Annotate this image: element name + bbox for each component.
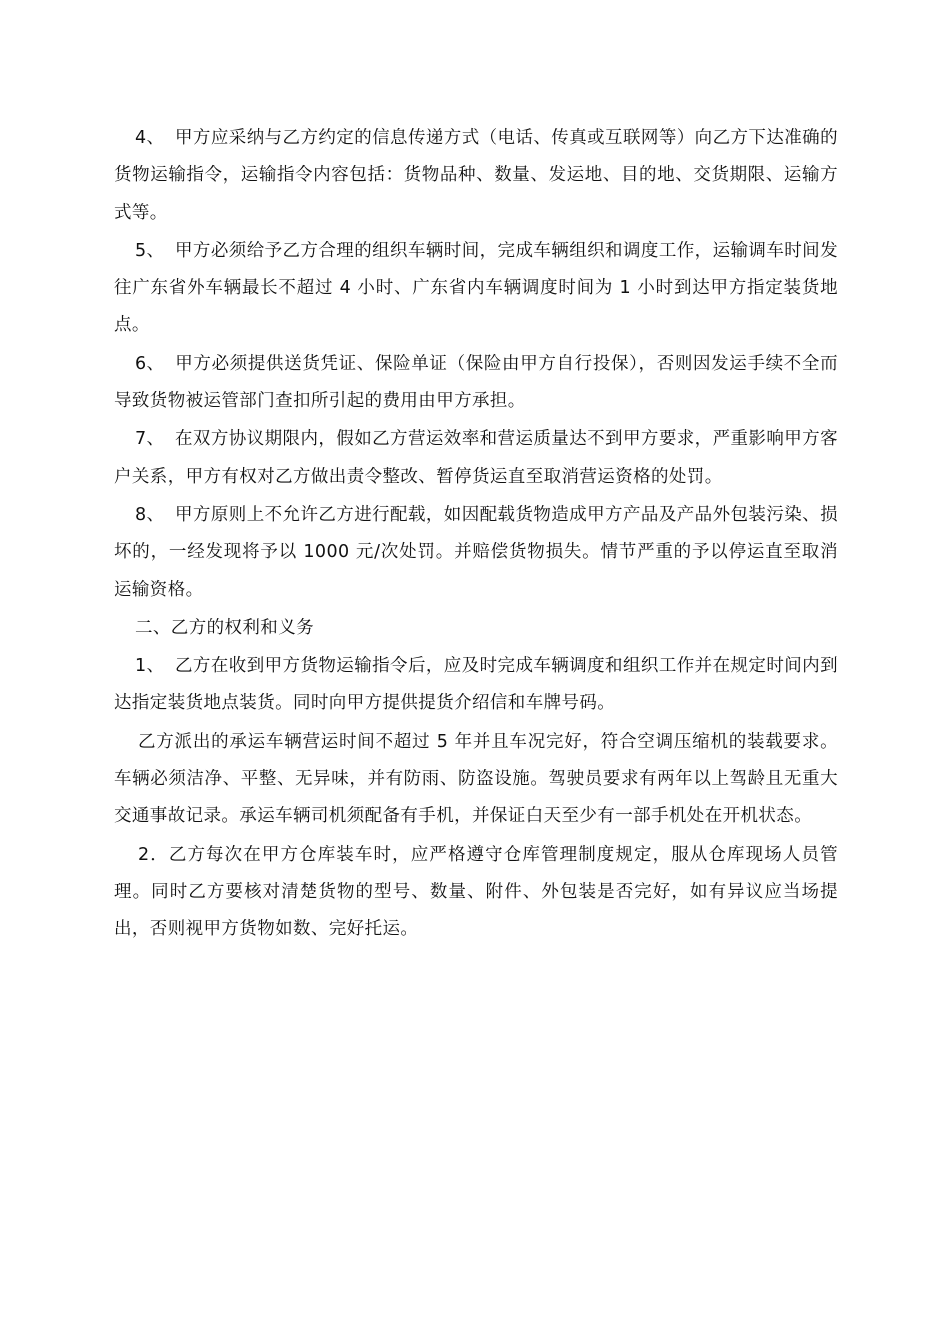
clause-4-paragraph xyxy=(114,120,838,232)
clause-number: 4、 xyxy=(135,128,165,148)
clause-text: 在双方协议期限内，假如乙方营运效率和营运质量达不到甲方要求，严重影响甲方客户关系，甲方有权对乙方做出责令整改、暂停货运直至取消营运资格的处罚。 xyxy=(114,429,838,487)
clause-text: 甲方必须提供送货凭证、保险单证（保险由甲方自行投保），否则因发运手续不全而导致货物被运管部门查扣所引起的费用由甲方承担。 xyxy=(114,353,838,412)
section-clause-2-paragraph xyxy=(114,837,838,949)
clause-7-paragraph xyxy=(114,421,838,496)
clause-number: 8、 xyxy=(135,504,165,525)
clause-number: 5、 xyxy=(135,240,165,261)
clause-text: 甲方必须给予乙方合理的组织车辆时间，完成车辆组织和调度工作，运输调车时间发往广东省外车辆最长不超过 4 小时、广东省内车辆调度时间为 1 小时到达甲方指定装货地点。 xyxy=(114,240,838,336)
section-heading: 二、乙方的权利和义务 xyxy=(135,617,314,638)
clause-number: 7、 xyxy=(135,429,165,450)
clause-text: 甲方应采纳与乙方约定的信息传递方式（电话、传真或互联网等）向乙方下达准确的货物运输指令，运输指令内容包括：货物品种、数量、发运地、目的地、交货期限、运输方式等。 xyxy=(114,128,838,223)
clause-number: 1、 xyxy=(135,656,165,677)
clause-6-paragraph xyxy=(114,346,838,421)
clause-text: 乙方在收到甲方货物运输指令后，应及时完成车辆调度和组织工作并在规定时间内到达指定装货地点装货。同时向甲方提供提货介绍信和车牌号码。 xyxy=(114,656,838,714)
clause-text: 2．乙方每次在甲方仓库装车时，应严格遵守仓库管理制度规定，服从仓库现场人员管理。同时乙方要核对清楚货物的型号、数量、附件、外包装是否完好，如有异议应当场提出，否则视甲方货物如数、完好托运。 xyxy=(114,844,838,940)
clause-5-paragraph xyxy=(114,233,838,345)
document-body xyxy=(114,120,838,950)
clause-8-paragraph xyxy=(114,497,838,609)
section-clause-1-paragraph xyxy=(114,648,838,723)
clause-text: 乙方派出的承运车辆营运时间不超过 5 年并且车况完好，符合空调压缩机的装载要求。车辆必须洁净、平整、无异味，并有防雨、防盗设施。驾驶员要求有两年以上驾龄且无重大交通事故记录。承运车辆司机须配备有手机，并保证白天至少有一部手机处在开机状态。 xyxy=(114,731,838,827)
vehicle-requirements-paragraph xyxy=(114,724,838,836)
clause-number: 6、 xyxy=(135,353,165,374)
clause-text: 甲方原则上不允许乙方进行配载，如因配载货物造成甲方产品及产品外包装污染、损坏的，一经发现将予以 1000 元/次处罚。并赔偿货物损失。情节严重的予以停运直至取消运输资格。 xyxy=(114,504,838,600)
